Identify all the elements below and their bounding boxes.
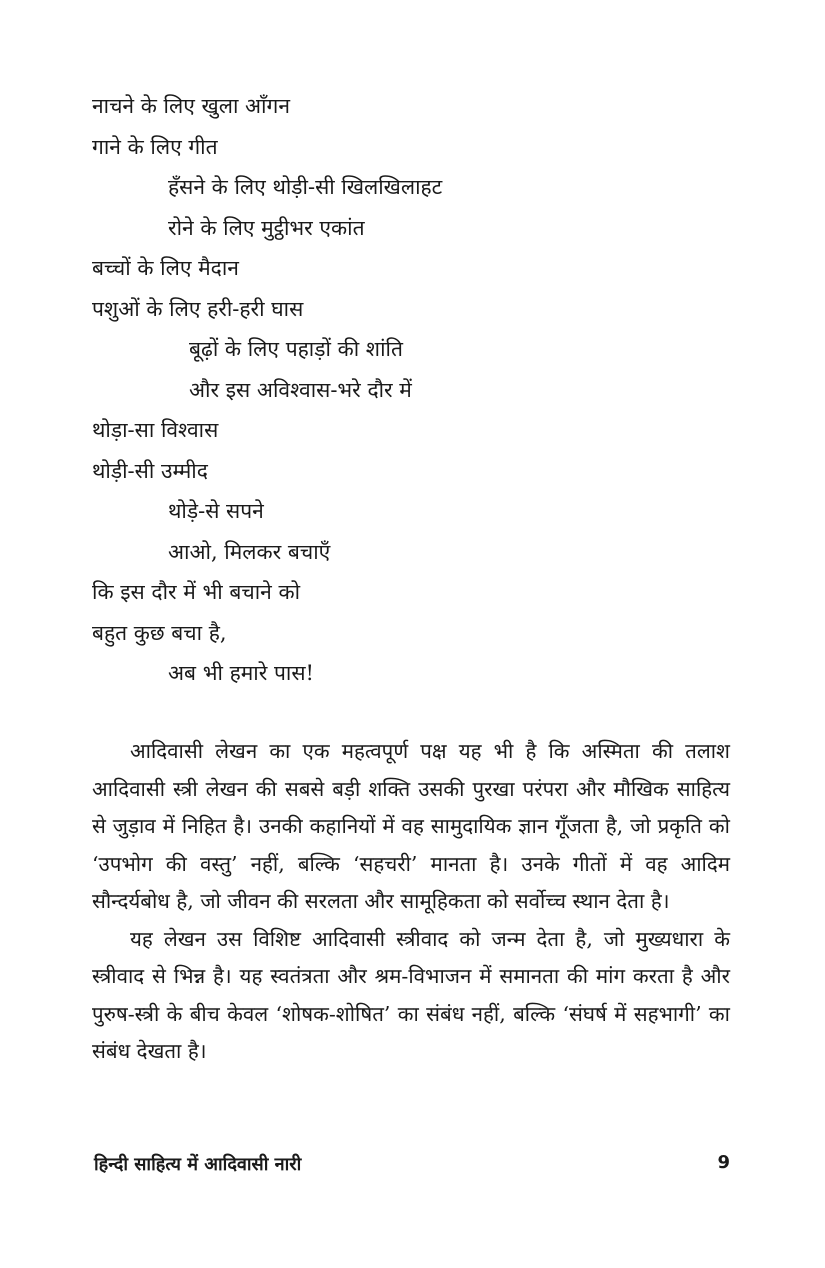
poem-line: पशुओं के लिए हरी-हरी घास	[92, 296, 304, 321]
poem-line: हँसने के लिए थोड़ी-सी खिलखिलाहट	[168, 175, 443, 199]
poem-line: बच्चों के लिए मैदान	[92, 256, 239, 280]
paragraph: यह लेखन उस विशिष्ट आदिवासी स्त्रीवाद को जन्म देता है, जो मुख्यधारा के स्त्रीवाद से भिन्न है। यह स्वतंत्रता और श्रम-विभाजन में समानता की मांग करता है और पुरुष-स्त्री के बीच केवल ‘शोषक-शोषित’ का संबंध नहीं, बल्कि ‘संघर्ष में सहभागी’ का संबंध देखता है।	[92, 926, 730, 1063]
poem-line: और इस अविश्वास-भरे दौर में	[189, 377, 412, 402]
running-footer-title: हिन्दी साहित्य में आदिवासी नारी	[94, 1154, 302, 1175]
poem-line: थोड़ा-सा विश्वास	[92, 418, 219, 442]
poem-block	[92, 86, 732, 694]
poem-line: थोड़ी-सी उम्मीद	[92, 458, 208, 483]
page-number: 9	[717, 1152, 730, 1173]
poem-line: कि इस दौर में भी बचाने को	[92, 580, 301, 604]
prose-block	[92, 733, 730, 1071]
paragraph: आदिवासी लेखन का एक महत्वपूर्ण पक्ष यह भी है कि अस्मिता की तलाश आदिवासी स्त्री लेखन की सबसे बड़ी शक्ति उसकी पुरखा परंपरा और मौखिक साहित्य से जुड़ाव में निहित है। उनकी कहानियों में वह सामुदायिक ज्ञान गूँजता है, जो प्रकृति को ‘उपभोग की वस्तु’ नहीं, बल्कि ‘सहचरी’ मानता है। उनके गीतों में वह आदिम सौन्दर्यबोध है, जो जीवन की सरलता और सामूहिकता को सर्वोच्च स्थान देता है।	[92, 739, 730, 913]
poem-line: रोने के लिए मुट्ठीभर एकांत	[168, 215, 365, 240]
poem-line: आओ, मिलकर बचाएँ	[168, 539, 331, 564]
poem-line: थोड़े-से सपने	[168, 499, 264, 523]
poem-line: बहुत कुछ बचा है,	[92, 620, 227, 645]
poem-line: अब भी हमारे पास!	[168, 661, 315, 685]
poem-line: गाने के लिए गीत	[92, 134, 218, 159]
page-footer	[92, 1152, 730, 1182]
poem-line: नाचने के लिए खुला आँगन	[92, 94, 290, 118]
poem-line: बूढ़ों के लिए पहाड़ों की शांति	[189, 337, 403, 361]
